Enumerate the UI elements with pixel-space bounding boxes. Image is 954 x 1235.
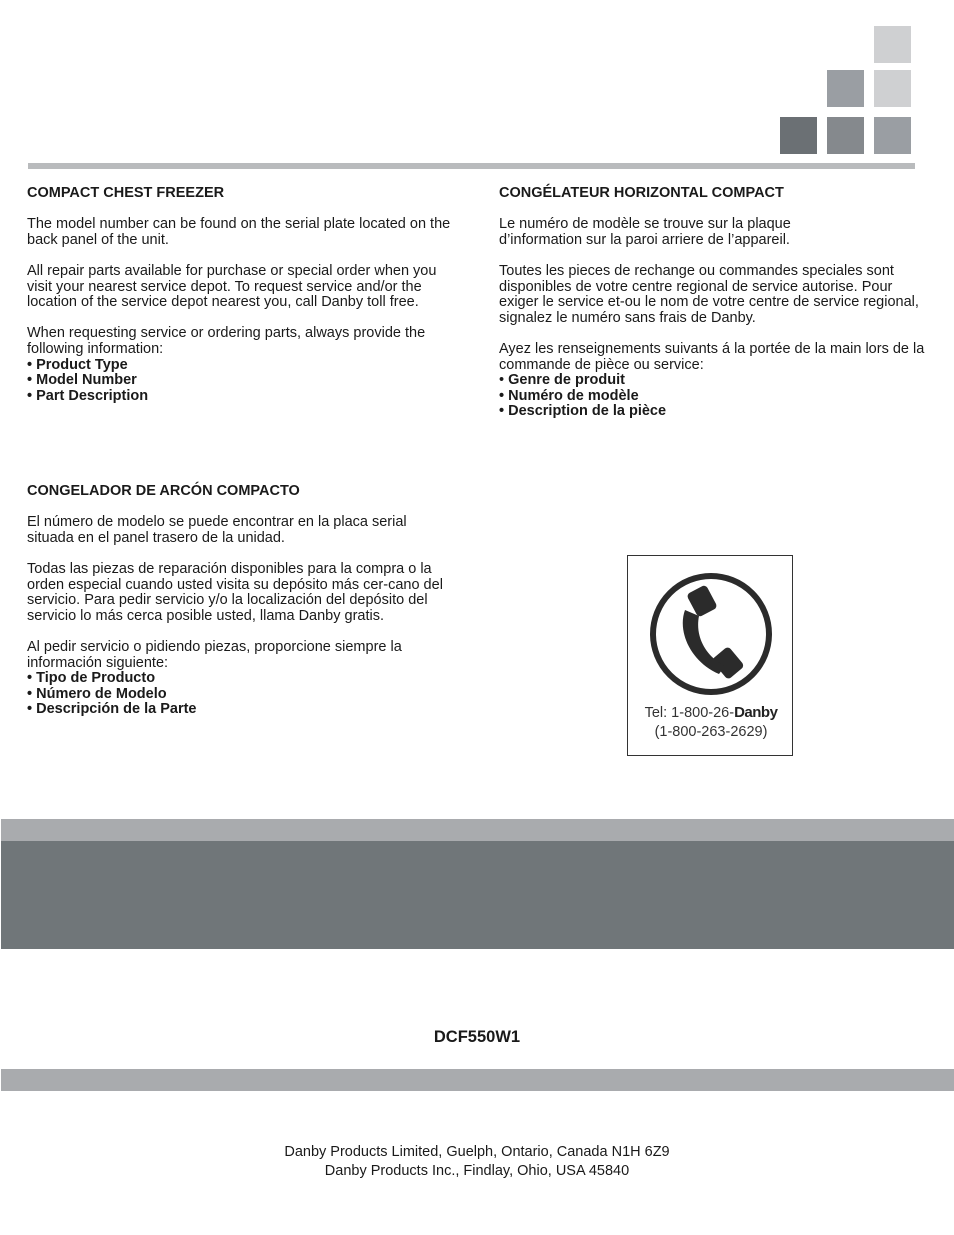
band-light-top	[1, 819, 954, 841]
tel-number-short: Tel: 1-800-26-Danby	[644, 704, 778, 721]
spanish-title: CONGELADOR DE ARCÓN COMPACTO	[27, 483, 300, 499]
french-paragraph-1: Le numéro de modèle se trouve sur la plaque d’information sur la paroi arriere de l’appareil.	[499, 216, 791, 248]
decor-square	[874, 70, 911, 107]
decor-square	[874, 26, 911, 63]
list-item: • Description de la pièce	[499, 403, 667, 420]
address-canada: Danby Products Limited, Guelph, Ontario, Canada N1H 6Z9	[284, 1144, 670, 1160]
french-section	[499, 186, 927, 420]
decor-square	[874, 117, 911, 154]
danby-logo: Danby	[734, 704, 778, 721]
list-item: • Model Number	[27, 372, 137, 389]
spanish-info-list	[27, 671, 457, 718]
decor-square	[827, 117, 864, 154]
header-rule	[28, 163, 915, 169]
list-item: • Tipo de Producto	[27, 670, 156, 687]
phone-icon	[647, 570, 775, 698]
spanish-paragraph-2: Todas las piezas de reparación disponibles para la compra o la orden especial cuando usted visita su depósito más cer-cano del servicio. Para pedir servicio y/o la localización del depósito del servicio lo más cerca posible usted, llama Danby gratis.	[27, 560, 443, 624]
english-paragraph-2: All repair parts available for purchase or special order when you visit your nearest service depot. To request service and/or the location of the service depot nearest you, call Danby toll free.	[27, 262, 437, 311]
spanish-paragraph-3: Al pedir servicio o pidiendo piezas, proporcione siempre la información siguiente:	[27, 638, 402, 671]
phone-contact-box	[627, 555, 793, 756]
french-title: CONGÉLATEUR HORIZONTAL COMPACT	[499, 185, 784, 201]
list-item: • Product Type	[27, 356, 128, 373]
english-paragraph-1: The model number can be found on the serial plate located on the back panel of the unit.	[27, 216, 451, 248]
spanish-section	[27, 484, 457, 718]
english-title: COMPACT CHEST FREEZER	[27, 185, 225, 201]
french-info-list	[499, 373, 927, 420]
english-section	[27, 186, 457, 404]
spanish-paragraph-1: El número de modelo se puede encontrar en la placa serial situada en el panel trasero de la unidad.	[27, 514, 407, 546]
english-paragraph-3: When requesting service or ordering parts, always provide the following information:	[27, 325, 426, 357]
french-paragraph-3: Ayez les renseignements suivants á la portée de la main lors de la commande de pièce ou service:	[499, 340, 925, 373]
band-dark	[1, 841, 954, 949]
band-light-bottom	[1, 1069, 954, 1091]
list-item: • Part Description	[27, 387, 149, 404]
list-item: • Número de Modelo	[27, 685, 167, 702]
english-info-list	[27, 358, 457, 405]
decor-square	[827, 70, 864, 107]
list-item: • Descripción de la Parte	[27, 701, 197, 718]
list-item: • Genre de produit	[499, 372, 625, 389]
model-number: DCF550W1	[433, 1028, 521, 1046]
french-paragraph-2: Toutes les pieces de rechange ou commandes speciales sont disponibles de votre centre regional de service autorise. Pour exiger le service et-ou le nom de votre centre de service regional, signalez le numéro sans frais de Danby.	[499, 262, 919, 326]
address-usa: Danby Products Inc., Findlay, Ohio, USA 45840	[324, 1163, 630, 1179]
list-item: • Numéro de modèle	[499, 387, 639, 404]
decor-square	[780, 117, 817, 154]
tel-number-full: (1-800-263-2629)	[654, 724, 768, 740]
